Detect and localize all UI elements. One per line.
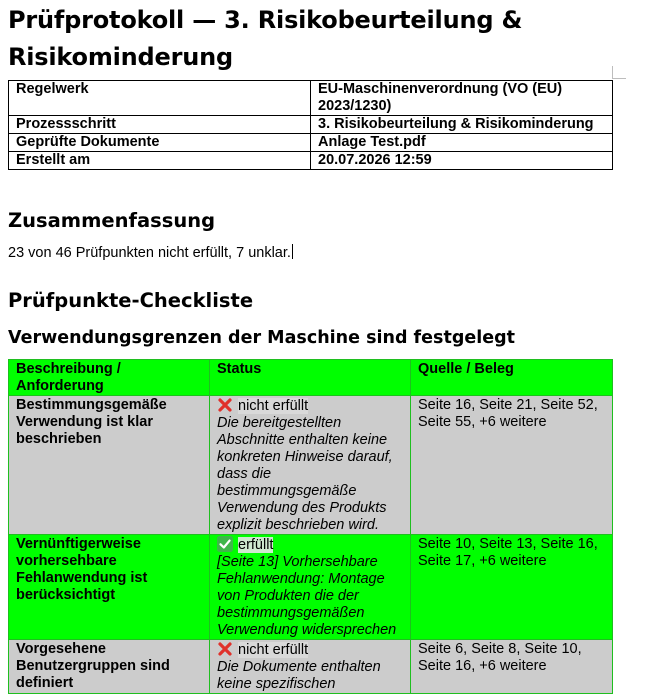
page-title: Prüfprotokoll — 3. Risikobeurteilung & Risikominderung — [8, 6, 523, 71]
status-note: Die Dokumente enthalten keine spezifischen — [217, 659, 381, 692]
column-header-source: Quelle / Beleg — [411, 360, 613, 396]
status-note: Die bereitgestellten Abschnitte enthalten keine konkreten Hinweise darauf, dass die bestimmungsgemäße Verwendung des Produkts explizit beschrieben wird. — [217, 415, 393, 533]
cross-icon — [217, 642, 238, 658]
metadata-key: Erstellt am — [9, 152, 311, 170]
requirement-cell: Bestimmungsgemäße Verwendung ist klar beschrieben — [9, 396, 210, 535]
requirement-cell: Vernünftigerweise vorhersehbare Fehlanwendung ist berücksichtigt — [9, 535, 210, 640]
checklist-table — [8, 359, 613, 694]
summary-text-value: 23 von 46 Prüfpunkten nicht erfüllt, 7 unklar. — [8, 245, 291, 261]
status-note: [Seite 13] Vorhersehbare Fehlanwendung: Montage von Produkten die der bestimmungsgemäßen Verwendung widersprechen — [217, 554, 397, 638]
checklist-header-row — [9, 360, 613, 396]
summary-heading: Zusammenfassung — [8, 209, 216, 232]
cross-icon — [217, 398, 238, 414]
metadata-row — [9, 81, 613, 116]
metadata-key: Geprüfte Dokumente — [9, 134, 311, 152]
metadata-value: 20.07.2026 12:59 — [311, 152, 613, 170]
document-page — [8, 0, 628, 692]
requirement-cell: Vorgesehene Benutzergruppen sind definiert — [9, 640, 210, 694]
status-cell — [210, 640, 411, 694]
status-cell — [210, 396, 411, 535]
metadata-key: Regelwerk — [9, 81, 311, 116]
text-cursor — [292, 244, 293, 259]
status-label: nicht erfüllt — [238, 642, 309, 658]
status-line — [217, 536, 403, 554]
source-cell: Seite 6, Seite 8, Seite 10, Seite 16, +6 weitere — [411, 640, 613, 694]
status-line — [217, 641, 403, 659]
column-header-requirement: Beschreibung / Anforderung — [9, 360, 210, 396]
status-label: nicht erfüllt — [238, 398, 309, 414]
metadata-value: EU-Maschinenverordnung (VO (EU) 2023/1230) — [311, 81, 613, 116]
checklist-heading: Prüfpunkte-Checkliste — [8, 289, 254, 312]
check-icon — [217, 537, 238, 553]
source-cell: Seite 16, Seite 21, Seite 52, Seite 55, +6 weitere — [411, 396, 613, 535]
checklist-row — [9, 640, 613, 694]
column-header-status: Status — [210, 360, 411, 396]
metadata-row — [9, 134, 613, 152]
crop-mark — [612, 66, 613, 78]
checklist-row — [9, 535, 613, 640]
metadata-row — [9, 116, 613, 134]
status-label: erfüllt — [238, 537, 274, 553]
crop-mark — [612, 78, 626, 79]
summary-text[interactable] — [8, 244, 293, 262]
checklist-section-title: Verwendungsgrenzen der Maschine sind festgelegt — [8, 328, 515, 348]
checklist-row — [9, 396, 613, 535]
status-cell — [210, 535, 411, 640]
metadata-row — [9, 152, 613, 170]
metadata-table — [8, 80, 613, 170]
source-cell: Seite 10, Seite 13, Seite 16, Seite 17, +6 weitere — [411, 535, 613, 640]
metadata-value: 3. Risikobeurteilung & Risikominderung — [311, 116, 613, 134]
metadata-key: Prozessschritt — [9, 116, 311, 134]
metadata-value: Anlage Test.pdf — [311, 134, 613, 152]
status-line — [217, 397, 403, 415]
